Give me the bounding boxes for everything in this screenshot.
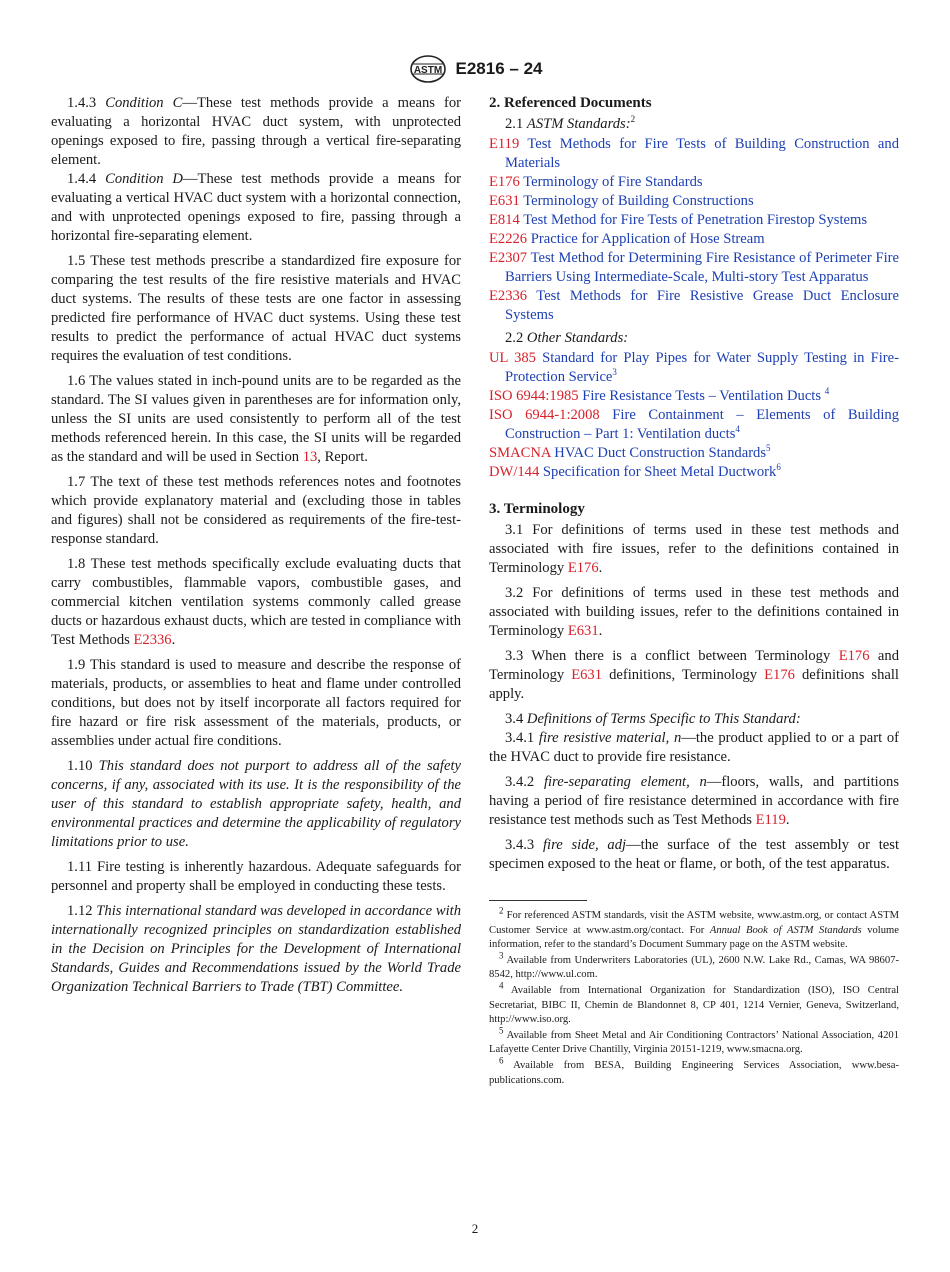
section-1-12: 1.12 This international standard was developed in accordance with internationally recognized principles on standardization established in the Decision on Principles for the Development of International Standards, Guides and Recommendations issued by the World Trade Organization Technical Barriers to Trade (TBT) Committee. (51, 903, 461, 995)
reference-title[interactable]: Fire Containment – Elements of Building Construction – Part 1: Ventilation ducts (505, 407, 899, 442)
reference-code[interactable]: E814 (489, 212, 520, 228)
section-1-10: 1.10 This standard does not purport to address all of the safety concerns, if any, associated with its use. It is the responsibility of the user of this standard to establish appropriate safety, health, and environmental practices and determine the applicability of regulatory limitations prior to use. (51, 758, 461, 850)
footnote-ref: 3 (612, 367, 617, 378)
reference-item[interactable] (489, 444, 899, 463)
section-1-7: 1.7 The text of these test methods references notes and footnotes which provide explanatory material and (excluding those in tables and figures) shall not be considered as requirements of the fire-test-response standard. (51, 474, 461, 547)
reference-code[interactable]: E119 (489, 136, 520, 152)
reference-title[interactable]: Test Method for Fire Tests of Penetration Firestop Systems (519, 212, 868, 228)
reference-title[interactable]: HVAC Duct Construction Standards (550, 445, 767, 461)
right-column (489, 94, 899, 1089)
section-1-5: 1.5 These test methods prescribe a standardized fire exposure for comparing the test results of the fire resistive materials and HVAC duct systems. The results of these tests are one factor in assessing predicted fire performance of HVAC duct systems. Using these test results to predict the performance of actual HVAC duct systems requires the evaluation of test conditions. (51, 253, 461, 364)
section-3-4-2: 3.4.2 fire-separating element, n—floors, walls, and partitions having a period of fire resistance determined in accordance with fire resistance test methods such as Test Methods E119. (489, 774, 899, 828)
section-1-4-3: 1.4.3 Condition C—These test methods provide a means for evaluating a horizontal HVAC duct system, with unprotected openings exposed to fire, passing through a vertical fire-separating element. (51, 95, 462, 168)
reference-item[interactable] (489, 287, 899, 325)
document-id: E2816 – 24 (455, 59, 543, 78)
section-1-8: 1.8 These test methods specifically exclude evaluating ducts that carry combustibles, flammable vapors, combustible gases, and commercial kitchen ventilation systems commonly called grease ducts or hazardous exhaust ducts, which are tested in compliance with Test Methods E2336. (51, 556, 461, 648)
e176-link[interactable]: E176 (838, 648, 870, 664)
reference-item[interactable] (489, 230, 899, 249)
astm-standards-label: 2.1 ASTM Standards:$^2$ (505, 114, 636, 132)
reference-item[interactable] (489, 173, 899, 192)
section-13-link[interactable]: 13 (302, 449, 318, 465)
reference-code[interactable]: E2336 (489, 288, 528, 304)
section-3-4-3: 3.4.3 fire side, adj—the surface of the test assembly or test specimen exposed to the heat or flame, or both, of the test apparatus. (489, 837, 899, 872)
footnote-5: $^5$ Available from Sheet Metal and Air Conditioning Contractors’ National Association, 4201 Lafayette Center Drive Chantilly, Virginia 20151-1219, www.smacna.org. (489, 1025, 899, 1056)
referenced-documents-heading: 2. Referenced Documents (489, 95, 652, 111)
reference-item[interactable] (489, 463, 899, 482)
reference-item[interactable] (489, 406, 899, 444)
reference-title[interactable]: Terminology of Building Constructions (519, 193, 754, 209)
section-1-11: 1.11 Fire testing is inherently hazardous. Adequate safeguards for personnel and property shall be employed in conducting these tests. (51, 859, 461, 894)
e176-link[interactable]: E176 (567, 560, 599, 576)
reference-item[interactable] (489, 135, 899, 173)
e2336-link[interactable]: E2336 (133, 632, 172, 648)
reference-code[interactable]: E176 (489, 174, 520, 190)
reference-item[interactable] (489, 192, 899, 211)
reference-code[interactable]: SMACNA (489, 445, 551, 461)
reference-title[interactable]: Test Methods for Fire Resistive Grease Duct Enclosure Systems (505, 288, 899, 323)
section-1-9: 1.9 This standard is used to measure and describe the response of materials, products, or assemblies to heat and flame under controlled conditions, but does not by itself incorporate all factors required for fire hazard or fire risk assessment of the materials, products, or assemblies under actual fire conditions. (51, 657, 461, 749)
reference-code[interactable]: ISO 6944-1:2008 (489, 407, 600, 423)
section-3-4: 3.4 Definitions of Terms Specific to This Standard: (505, 711, 801, 727)
reference-item[interactable] (489, 387, 899, 406)
section-1-4-4: 1.4.4 Condition D—These test methods provide a means for evaluating a vertical HVAC duct system with a horizontal connection, and with unprotected openings exposed to fire, passing through a horizontal fire-separating element. (51, 171, 461, 244)
reference-code[interactable]: E631 (489, 193, 520, 209)
reference-code[interactable]: E2307 (489, 250, 528, 266)
e176-link[interactable]: E176 (764, 667, 795, 683)
other-standards-list (489, 349, 899, 482)
footnote-2: $^2$ For referenced ASTM standards, visit the ASTM website, www.astm.org, or contact ASTM Customer Service at www.astm.org/contact. For Annual Book of ASTM Standards volume information, refer to the standard’s Document Summary page on the ASTM website. (489, 905, 899, 951)
e631-link[interactable]: E631 (567, 623, 599, 639)
section-3-2: 3.2 For definitions of terms used in these test methods and associated with building issues, refer to the definitions contained in Terminology E631. (489, 585, 899, 639)
reference-title[interactable]: Practice for Application of Hose Stream (527, 231, 765, 247)
reference-item[interactable] (489, 249, 899, 287)
astm-logo-icon (408, 54, 448, 84)
page-header (0, 54, 950, 84)
reference-title[interactable]: Specification for Sheet Metal Ductwork (539, 464, 777, 480)
e119-link[interactable]: E119 (755, 812, 786, 828)
reference-item[interactable] (489, 211, 899, 230)
section-3-4-1: 3.4.1 fire resistive material, n—the product applied to or a part of the HVAC duct to provide fire resistance. (489, 730, 899, 765)
reference-code[interactable]: E2226 (489, 231, 528, 247)
reference-item[interactable] (489, 349, 899, 387)
reference-title[interactable]: Terminology of Fire Standards (519, 174, 703, 190)
footnote-divider (489, 900, 587, 901)
footnote-ref: 5 (766, 443, 771, 454)
footnote-ref: 4 (824, 386, 830, 397)
footnote-4: $^4$ Available from International Organization for Standardization (ISO), ISO Central Secretariat, BIBC II, Chemin de Blandonnet 8, CP 401, 1214 Vernier, Geneva, Switzerland, http://www.iso.org. (489, 980, 899, 1026)
reference-title[interactable]: Test Methods for Fire Tests of Building Construction and Materials (505, 136, 899, 171)
e631-link[interactable]: E631 (571, 667, 603, 683)
footnote-3: $^3$ Available from Underwriters Laboratories (UL), 2600 N.W. Lake Rd., Camas, WA 98607-8542, http://www.ul.com. (489, 950, 899, 981)
reference-title[interactable]: Fire Resistance Tests – Ventilation Ducts (578, 388, 825, 404)
footnote-ref: 6 (776, 462, 781, 473)
page-number: 2 (471, 1221, 479, 1236)
reference-title[interactable]: Standard for Play Pipes for Water Supply Testing in Fire-Protection Service (505, 350, 899, 385)
left-column (51, 94, 461, 1003)
svg-text:ASTM: ASTM (413, 65, 442, 76)
reference-code[interactable]: ISO 6944:1985 (489, 388, 579, 404)
reference-code[interactable]: DW/144 (489, 464, 540, 480)
section-1-6: 1.6 The values stated in inch-pound units are to be regarded as the standard. The SI values given in parentheses are for information only, unless the SI units are used consistently to perform all of the test methods referenced herein. In this case, the SI units will be regarded as the standard and will be used in Section 13, Report. (51, 373, 461, 465)
astm-standards-list (489, 135, 899, 325)
terminology-heading: 3. Terminology (489, 501, 585, 517)
reference-code[interactable]: UL 385 (489, 350, 536, 366)
section-3-1: 3.1 For definitions of terms used in these test methods and associated with fire issues, refer to the definitions contained in Terminology E176. (489, 522, 899, 576)
section-3-3: 3.3 When there is a conflict between Terminology E176 and Terminology E631 definitions, Terminology E176 definitions shall apply. (489, 648, 899, 702)
other-standards-label: 2.2 Other Standards: (505, 330, 629, 346)
footnote-ref: 4 (735, 424, 740, 435)
reference-title[interactable]: Test Method for Determining Fire Resistance of Perimeter Fire Barriers Using Intermediate-Scale, Multi-story Test Apparatus (505, 250, 899, 285)
footnote-6: $^6$ Available from BESA, Building Engineering Services Association, www.besa-publications.com. (489, 1055, 899, 1086)
